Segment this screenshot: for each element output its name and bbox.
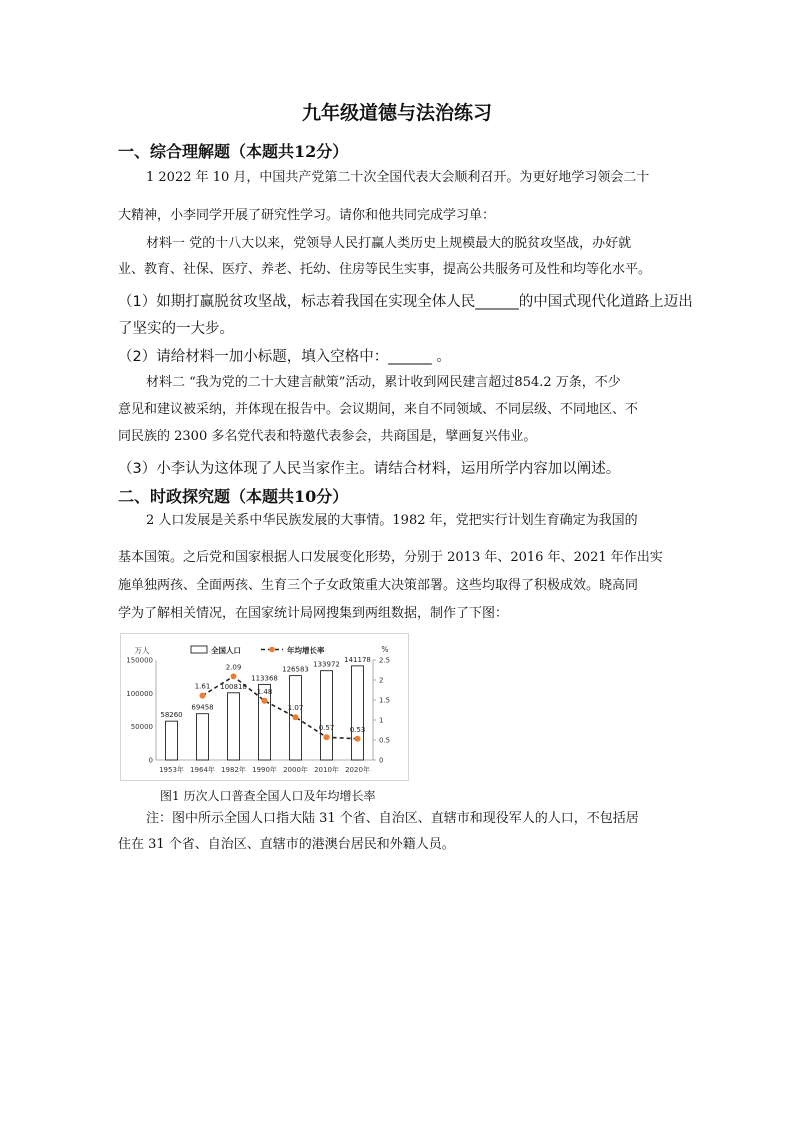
paragraph-line: 2 人口发展是关系中华民族发展的大事情。1982 年，党把实行计划生育确定为我国的 bbox=[146, 513, 638, 528]
y-tick-label-right: 1 bbox=[379, 716, 384, 725]
bar-data-label: 133972 bbox=[313, 660, 340, 669]
growth-rate-marker bbox=[200, 693, 206, 699]
note-line: 住在 31 个省、自治区、直辖市的港澳台居民和外籍人员。 bbox=[118, 837, 455, 852]
line-data-label: 0.57 bbox=[318, 724, 335, 733]
bar-data-label: 69458 bbox=[191, 703, 214, 712]
bar-data-label: 58260 bbox=[160, 711, 183, 720]
question-1-cont: 了坚实的一大步。 bbox=[118, 321, 234, 337]
bar bbox=[228, 693, 240, 760]
y-tick-label-left: 50000 bbox=[130, 723, 153, 732]
section-heading-1: 一、综合理解题（本题共12分） bbox=[118, 142, 349, 161]
bar bbox=[166, 721, 178, 760]
growth-rate-marker bbox=[355, 736, 361, 742]
figure-caption: 图1 历次人口普查全国人口及年均增长率 bbox=[160, 789, 376, 803]
bar bbox=[197, 714, 209, 760]
x-tick-label: 2010年 bbox=[314, 766, 339, 774]
line-data-label: 1.07 bbox=[287, 704, 304, 713]
paragraph-line: 施单独两孩、全面两孩、生育三个子女政策重大决策部署。这些均取得了积极成效。晓高同 bbox=[118, 578, 639, 593]
question-2: （2）请给材料一加小标题，填入空格中：______ 。 bbox=[118, 349, 451, 365]
legend-bar-label: 全国人口 bbox=[211, 646, 241, 655]
x-tick-label: 2020年 bbox=[345, 766, 370, 774]
y-tick-label-left: 100000 bbox=[126, 689, 153, 698]
paragraph-line: 1 2022 年 10 月，中国共产党第二十次全国代表大会顺利召开。为更好地学习领会二十 bbox=[146, 170, 650, 185]
y-tick-label-right: 0 bbox=[379, 756, 384, 765]
paragraph-line: 基本国策。之后党和国家根据人口发展变化形势，分别于 2013 年、2016 年、2021 年作出实 bbox=[118, 550, 663, 565]
bar-data-label: 141178 bbox=[344, 655, 371, 664]
population-chart bbox=[120, 633, 409, 781]
growth-rate-marker bbox=[293, 714, 299, 720]
page-title: 九年级道德与法治练习 bbox=[301, 102, 492, 124]
legend-line-label: 年均增长率 bbox=[287, 646, 325, 655]
y-axis-unit-right: % bbox=[381, 645, 389, 654]
x-tick-label: 1990年 bbox=[252, 766, 277, 774]
line-data-label: 1.61 bbox=[194, 682, 211, 691]
note-line: 注：图中所示全国人口指大陆 31 个省、自治区、直辖市和现役军人的人口，不包括居 bbox=[146, 811, 639, 826]
material-two-line: 意见和建议被采纳，并体现在报告中。会议期间，来自不同领域、不同层级、不同地区、不 bbox=[118, 402, 639, 417]
material-two-line: 材料二 “我为党的二十大建言献策”活动，累计收到网民建言超过854.2 万条，不少 bbox=[146, 375, 621, 390]
x-tick-label: 2000年 bbox=[283, 766, 308, 774]
line-data-label: 2.09 bbox=[225, 663, 242, 672]
line-data-label: 0.53 bbox=[349, 725, 366, 734]
question-1: （1）如期打赢脱贫攻坚战，标志着我国在实现全体人民______的中国式现代化道路上迈出 bbox=[118, 294, 693, 310]
bar bbox=[349, 666, 366, 760]
section-heading-2: 二、时政探究题（本题共10分） bbox=[118, 487, 349, 506]
material-one-line: 业、教育、社保、医疗、养老、托幼、住房等民生实事，提高公共服务可及性和均等化水平。 bbox=[118, 262, 652, 277]
y-tick-label-right: 2 bbox=[379, 676, 384, 685]
y-tick-label-right: 1.5 bbox=[379, 696, 391, 705]
legend-bar-swatch bbox=[191, 646, 207, 653]
material-two-line: 同民族的 2300 多名党代表和特邀代表参会，共商国是，擘画复兴伟业。 bbox=[118, 429, 537, 444]
y-tick-label-left: 150000 bbox=[126, 656, 153, 665]
bar-data-label: 100818 bbox=[220, 682, 247, 691]
paragraph-line: 大精神，小李同学开展了研究性学习。请你和他共同完成学习单： bbox=[118, 208, 496, 223]
y-tick-label-right: 0.5 bbox=[379, 736, 391, 745]
line-data-label: 1.48 bbox=[256, 687, 273, 696]
x-tick-label: 1982年 bbox=[221, 766, 246, 774]
question-3: （3）小李认为这体现了人民当家作主。请结合材料，运用所学内容加以阐述。 bbox=[118, 461, 621, 477]
x-tick-label: 1953年 bbox=[159, 766, 184, 774]
bar-data-label: 113368 bbox=[251, 674, 278, 683]
y-axis-unit-left: 万人 bbox=[134, 646, 150, 655]
legend-line-marker bbox=[269, 647, 275, 653]
paragraph-line: 学为了解相关情况，在国家统计局网搜集到两组数据，制作了下图： bbox=[118, 606, 509, 621]
growth-rate-marker bbox=[231, 673, 237, 679]
growth-rate-marker bbox=[324, 734, 330, 740]
y-tick-label-left: 0 bbox=[148, 756, 153, 765]
y-tick-label-right: 2.5 bbox=[379, 656, 391, 665]
x-tick-label: 1964年 bbox=[190, 766, 215, 774]
bar-data-label: 126583 bbox=[282, 665, 309, 674]
bar bbox=[318, 671, 335, 760]
growth-rate-marker bbox=[262, 698, 268, 704]
material-one-line: 材料一 党的十八大以来，党领导人民打赢人类历史上规模最大的脱贫攻坚战，办好就 bbox=[146, 236, 632, 251]
